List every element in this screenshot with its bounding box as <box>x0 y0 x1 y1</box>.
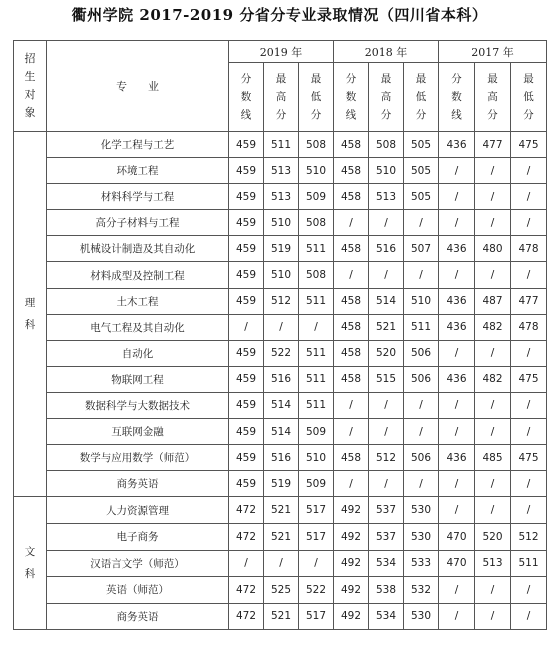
field-header-char: 分 <box>380 109 392 121</box>
major-cell: 材料成型及控制工程 <box>47 262 229 288</box>
score-cell: / <box>511 184 547 210</box>
score-cell: 436 <box>439 366 475 392</box>
score-cell: 458 <box>334 366 369 392</box>
score-cell: 520 <box>475 523 511 550</box>
score-cell: 521 <box>264 497 299 524</box>
table-row <box>14 550 547 577</box>
table-row <box>14 419 547 445</box>
score-cell: 470 <box>439 550 475 577</box>
score-cell: 475 <box>511 445 547 471</box>
score-cell: 459 <box>229 236 264 262</box>
major-cell: 化学工程与工艺 <box>47 132 229 158</box>
score-cell: 532 <box>404 577 439 604</box>
score-cell: / <box>229 550 264 577</box>
score-cell: 516 <box>264 445 299 471</box>
score-cell: 459 <box>229 419 264 445</box>
major-cell: 材料科学与工程 <box>47 184 229 210</box>
score-cell: 508 <box>299 210 334 236</box>
table-row <box>14 471 547 497</box>
score-cell: 530 <box>404 523 439 550</box>
field-header-char: 线 <box>451 109 462 121</box>
score-cell: 512 <box>264 288 299 314</box>
score-cell: 459 <box>229 184 264 210</box>
score-cell: 509 <box>299 471 334 497</box>
score-cell: 436 <box>439 236 475 262</box>
field-header-char: 数 <box>240 91 252 103</box>
score-cell: / <box>475 340 511 366</box>
category-header-char: 对 <box>24 88 36 101</box>
major-cell: 人力资源管理 <box>47 497 229 524</box>
score-cell: 459 <box>229 445 264 471</box>
field-header <box>229 63 264 132</box>
category-char: 科 <box>24 319 36 332</box>
field-header <box>334 63 369 132</box>
score-cell: / <box>439 497 475 524</box>
score-cell: 517 <box>299 603 334 630</box>
score-cell: / <box>511 392 547 418</box>
score-cell: 510 <box>264 262 299 288</box>
major-cell: 商务英语 <box>47 471 229 497</box>
score-cell: 521 <box>264 603 299 630</box>
score-cell: 506 <box>404 340 439 366</box>
field-header <box>511 63 547 132</box>
score-cell: 478 <box>511 236 547 262</box>
score-cell: / <box>439 577 475 604</box>
score-cell: 459 <box>229 288 264 314</box>
score-cell: / <box>439 262 475 288</box>
score-cell: 458 <box>334 184 369 210</box>
score-cell: / <box>439 603 475 630</box>
score-cell: / <box>404 210 439 236</box>
score-cell: 506 <box>404 445 439 471</box>
score-cell: 510 <box>299 158 334 184</box>
score-cell: 513 <box>369 184 404 210</box>
score-cell: 521 <box>369 314 404 340</box>
field-header <box>369 63 404 132</box>
score-cell: / <box>475 184 511 210</box>
category-header-char: 生 <box>24 70 36 83</box>
score-cell: 492 <box>334 577 369 604</box>
score-cell: 492 <box>334 497 369 524</box>
score-cell: 511 <box>299 288 334 314</box>
score-cell: 513 <box>264 158 299 184</box>
table-row <box>14 603 547 630</box>
field-header-char: 最 <box>415 73 427 85</box>
category-header-char: 象 <box>24 106 36 119</box>
score-cell: / <box>475 262 511 288</box>
table-row <box>14 366 547 392</box>
table-row <box>14 262 547 288</box>
field-header-char: 分 <box>415 109 427 121</box>
field-header <box>264 63 299 132</box>
field-header-char: 低 <box>415 91 427 103</box>
score-cell: / <box>475 471 511 497</box>
score-cell: 516 <box>264 366 299 392</box>
major-cell: 电气工程及其自动化 <box>47 314 229 340</box>
field-header-char: 线 <box>240 109 252 121</box>
score-cell: 480 <box>475 236 511 262</box>
score-cell: / <box>511 471 547 497</box>
score-cell: 508 <box>299 262 334 288</box>
score-cell: / <box>369 419 404 445</box>
field-header-char: 数 <box>345 91 357 103</box>
science-category-cell <box>14 132 47 497</box>
page-title: 衢州学院 2017-2019 分省分专业录取情况（四川省本科） <box>71 6 488 24</box>
score-cell: 530 <box>404 603 439 630</box>
table-row <box>14 523 547 550</box>
field-header-char: 高 <box>487 91 498 103</box>
score-cell: / <box>404 392 439 418</box>
score-cell: 475 <box>511 132 547 158</box>
score-cell: / <box>439 419 475 445</box>
field-header-char: 低 <box>310 91 322 103</box>
score-cell: 459 <box>229 366 264 392</box>
score-cell: 515 <box>369 366 404 392</box>
score-cell: 458 <box>334 314 369 340</box>
score-cell: 525 <box>264 577 299 604</box>
table-row <box>14 445 547 471</box>
table-row <box>14 184 547 210</box>
table-row <box>14 392 547 418</box>
table-row <box>14 236 547 262</box>
field-header-char: 分 <box>345 73 357 85</box>
table-row <box>14 497 547 524</box>
score-cell: / <box>229 314 264 340</box>
score-cell: / <box>511 419 547 445</box>
major-cell: 电子商务 <box>47 523 229 550</box>
category-char: 文 <box>24 546 36 559</box>
score-cell: / <box>439 340 475 366</box>
major-cell: 英语（师范） <box>47 577 229 604</box>
major-cell: 高分子材料与工程 <box>47 210 229 236</box>
field-header-char: 数 <box>451 91 462 103</box>
score-cell: 477 <box>511 288 547 314</box>
score-cell: 436 <box>439 132 475 158</box>
score-cell: / <box>404 471 439 497</box>
field-header-char: 线 <box>345 109 357 121</box>
score-cell: 511 <box>299 236 334 262</box>
score-cell: 522 <box>264 340 299 366</box>
score-cell: 458 <box>334 288 369 314</box>
score-cell: / <box>299 314 334 340</box>
score-cell: 520 <box>369 340 404 366</box>
table-row <box>14 340 547 366</box>
score-cell: / <box>439 392 475 418</box>
score-cell: 530 <box>404 497 439 524</box>
table-row <box>14 314 547 340</box>
field-header <box>404 63 439 132</box>
table-row <box>14 288 547 314</box>
field-header-char: 分 <box>487 109 498 121</box>
score-cell: / <box>439 158 475 184</box>
score-cell: 511 <box>299 392 334 418</box>
score-cell: 511 <box>511 550 547 577</box>
score-cell: / <box>334 419 369 445</box>
field-header <box>475 63 511 132</box>
category-header-char: 招 <box>24 52 36 65</box>
field-header <box>439 63 475 132</box>
field-header-char: 最 <box>523 73 534 85</box>
field-header <box>299 63 334 132</box>
score-cell: 513 <box>475 550 511 577</box>
score-cell: 459 <box>229 392 264 418</box>
score-cell: / <box>439 184 475 210</box>
score-cell: / <box>439 210 475 236</box>
score-cell: 487 <box>475 288 511 314</box>
score-cell: 482 <box>475 366 511 392</box>
score-cell: 537 <box>369 497 404 524</box>
score-cell: / <box>264 314 299 340</box>
score-cell: / <box>439 471 475 497</box>
score-cell: 519 <box>264 471 299 497</box>
score-cell: 459 <box>229 132 264 158</box>
field-header-char: 高 <box>275 91 287 103</box>
score-cell: 510 <box>264 210 299 236</box>
score-cell: 475 <box>511 366 547 392</box>
score-cell: / <box>299 550 334 577</box>
category-char: 科 <box>24 568 36 581</box>
year-header-2019: 2019 年 <box>229 41 334 63</box>
field-header-char: 最 <box>380 73 392 85</box>
field-header-char: 最 <box>275 73 287 85</box>
score-cell: 482 <box>475 314 511 340</box>
score-cell: / <box>511 577 547 604</box>
score-cell: 492 <box>334 603 369 630</box>
score-cell: / <box>369 471 404 497</box>
major-cell: 环境工程 <box>47 158 229 184</box>
score-cell: 522 <box>299 577 334 604</box>
major-cell: 土木工程 <box>47 288 229 314</box>
score-cell: 512 <box>511 523 547 550</box>
score-cell: 521 <box>264 523 299 550</box>
score-cell: 511 <box>264 132 299 158</box>
major-cell: 物联网工程 <box>47 366 229 392</box>
score-cell: / <box>404 419 439 445</box>
score-cell: / <box>369 392 404 418</box>
score-cell: / <box>511 603 547 630</box>
major-header-label: 专 业 <box>116 80 159 93</box>
major-cell: 数据科学与大数据技术 <box>47 392 229 418</box>
score-cell: 459 <box>229 471 264 497</box>
score-cell: / <box>511 158 547 184</box>
category-header <box>14 41 47 132</box>
score-cell: 516 <box>369 236 404 262</box>
score-cell: 458 <box>334 132 369 158</box>
year-header-2018: 2018 年 <box>334 41 439 63</box>
score-cell: 517 <box>299 523 334 550</box>
category-char: 理 <box>24 297 36 310</box>
score-cell: 436 <box>439 314 475 340</box>
score-cell: / <box>369 210 404 236</box>
field-header-char: 最 <box>487 73 498 85</box>
table-row <box>14 158 547 184</box>
table-row <box>14 577 547 604</box>
score-cell: 505 <box>404 132 439 158</box>
year-header-2017: 2017 年 <box>439 41 547 63</box>
score-cell: 505 <box>404 158 439 184</box>
score-cell: 478 <box>511 314 547 340</box>
table-row <box>14 210 547 236</box>
score-cell: 508 <box>369 132 404 158</box>
score-cell: 538 <box>369 577 404 604</box>
score-cell: 510 <box>299 445 334 471</box>
score-cell: 514 <box>264 419 299 445</box>
score-cell: 472 <box>229 603 264 630</box>
score-cell: 537 <box>369 523 404 550</box>
score-cell: / <box>475 210 511 236</box>
field-header-char: 最 <box>310 73 322 85</box>
score-cell: 459 <box>229 340 264 366</box>
score-cell: / <box>334 471 369 497</box>
score-cell: 533 <box>404 550 439 577</box>
score-cell: 506 <box>404 366 439 392</box>
score-cell: / <box>264 550 299 577</box>
score-cell: 458 <box>334 158 369 184</box>
major-cell: 自动化 <box>47 340 229 366</box>
score-cell: 514 <box>369 288 404 314</box>
field-header-char: 分 <box>240 73 252 85</box>
major-header <box>47 41 229 132</box>
score-cell: 458 <box>334 340 369 366</box>
table-row <box>14 132 547 158</box>
score-cell: 534 <box>369 550 404 577</box>
score-cell: 458 <box>334 445 369 471</box>
score-cell: 505 <box>404 184 439 210</box>
score-cell: 507 <box>404 236 439 262</box>
score-cell: 472 <box>229 523 264 550</box>
major-cell: 商务英语 <box>47 603 229 630</box>
score-cell: 485 <box>475 445 511 471</box>
score-cell: / <box>475 497 511 524</box>
score-cell: 459 <box>229 210 264 236</box>
score-cell: 534 <box>369 603 404 630</box>
score-cell: / <box>334 210 369 236</box>
score-cell: 514 <box>264 392 299 418</box>
score-cell: 477 <box>475 132 511 158</box>
field-header-char: 高 <box>380 91 392 103</box>
score-cell: 436 <box>439 288 475 314</box>
score-cell: / <box>369 262 404 288</box>
field-header-char: 分 <box>523 109 534 121</box>
score-cell: 519 <box>264 236 299 262</box>
score-cell: 511 <box>299 366 334 392</box>
score-cell: 511 <box>404 314 439 340</box>
score-cell: 511 <box>299 340 334 366</box>
field-header-char: 分 <box>275 109 287 121</box>
score-cell: 508 <box>299 132 334 158</box>
score-cell: / <box>334 392 369 418</box>
score-cell: / <box>475 392 511 418</box>
field-header-char: 低 <box>523 91 534 103</box>
score-cell: / <box>511 497 547 524</box>
field-header-char: 分 <box>310 109 322 121</box>
score-cell: 472 <box>229 577 264 604</box>
score-cell: / <box>511 262 547 288</box>
score-cell: / <box>511 340 547 366</box>
score-cell: 509 <box>299 184 334 210</box>
major-cell: 机械设计制造及其自动化 <box>47 236 229 262</box>
score-cell: 436 <box>439 445 475 471</box>
header-row-years <box>14 41 547 63</box>
score-cell: 459 <box>229 262 264 288</box>
admission-table <box>13 40 547 630</box>
score-cell: / <box>404 262 439 288</box>
score-cell: 510 <box>404 288 439 314</box>
score-cell: 492 <box>334 523 369 550</box>
score-cell: 512 <box>369 445 404 471</box>
score-cell: / <box>475 419 511 445</box>
score-cell: 459 <box>229 158 264 184</box>
major-cell: 互联网金融 <box>47 419 229 445</box>
major-cell: 数学与应用数学（师范） <box>47 445 229 471</box>
score-cell: 509 <box>299 419 334 445</box>
score-cell: 470 <box>439 523 475 550</box>
score-cell: 517 <box>299 497 334 524</box>
field-header-char: 分 <box>451 73 462 85</box>
score-cell: 472 <box>229 497 264 524</box>
score-cell: / <box>334 262 369 288</box>
score-cell: / <box>475 603 511 630</box>
score-cell: 458 <box>334 236 369 262</box>
score-cell: / <box>475 158 511 184</box>
score-cell: / <box>511 210 547 236</box>
score-cell: 492 <box>334 550 369 577</box>
score-cell: / <box>475 577 511 604</box>
major-cell: 汉语言文学（师范） <box>47 550 229 577</box>
score-cell: 513 <box>264 184 299 210</box>
arts-category-cell <box>14 497 47 630</box>
score-cell: 510 <box>369 158 404 184</box>
